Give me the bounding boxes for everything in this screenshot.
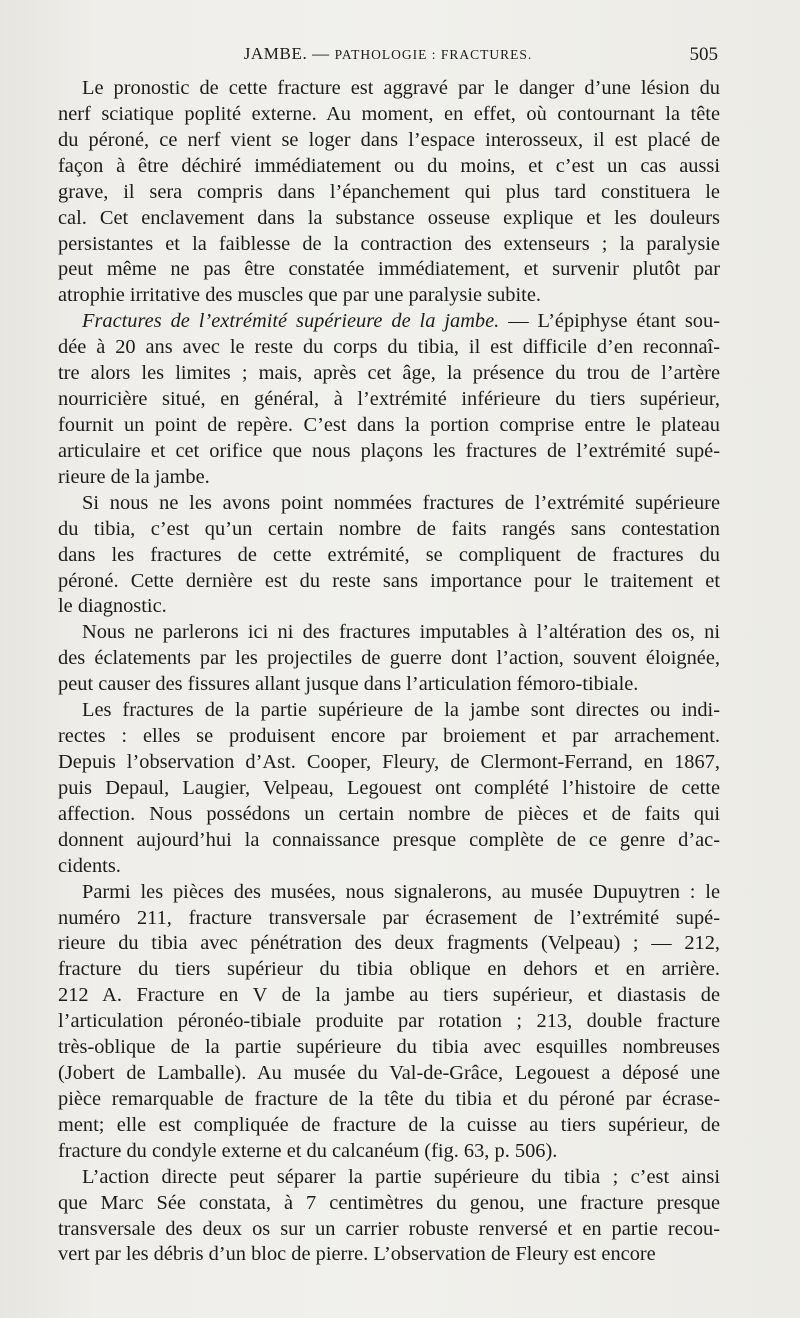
paragraph [58,1165,720,1269]
text-line: Depuis l’observation d’Ast. Cooper, Fleury, de Clermont-Ferrand, en 1867, [58,750,720,773]
text-line: l’articulation péronéo-tibiale produite par rotation ; 213, double fracture [58,1010,720,1033]
text-line: du tibia, c’est qu’un certain nombre de faits rangés sans contestation [58,517,720,540]
text-line: pièce remarquable de fracture de la tête du tibia et du péroné par écrase- [58,1087,720,1110]
text-line: 212 A. Fracture en V de la jambe au tiers supérieur, et diastasis de [58,984,720,1007]
text-line: rieure de la jambe. [58,465,210,488]
running-header [58,44,718,70]
page-number: 505 [689,44,718,65]
text-line: puis Depaul, Laugier, Velpeau, Legouest ont complété l’histoire de cette [58,776,720,799]
text-line: ment; elle est compliquée de fracture de la cuisse au tiers supérieur, de [58,1113,720,1136]
text-line: vert par les débris d’un bloc de pierre. L’observation de Fleury est encore [58,1243,656,1266]
paragraph [58,698,720,879]
body-text [58,76,720,1268]
text-line: fracture du tiers supérieur du tibia oblique en dehors et en arrière. [58,958,720,981]
text-line: le diagnostic. [58,595,167,618]
text-line [58,309,720,335]
paragraph [58,309,720,490]
header-title-main: JAMBE. — [243,44,330,63]
text-line: rectes : elles se produisent encore par broiement et par arrachement. [58,725,720,748]
text-line: que Marc Sée constata, à 7 centimètres du genou, une fracture presque [58,1191,720,1214]
text-line: façon à être déchiré immédiatement ou du moins, et c’est un cas aussi [58,154,720,177]
text-line: des éclatements par les projectiles de guerre dont l’action, souvent éloignée, [58,647,720,670]
text-line: numéro 211, fracture transversale par écrasement de l’extrémité supé- [58,906,720,929]
text-line: atrophie irritative des muscles que par une paralysie subite. [58,284,541,307]
text-line: très-oblique de la partie supérieure du tibia avec esquilles nombreuses [58,1036,720,1059]
text-line: L’action directe peut séparer la partie supérieure du tibia ; c’est ainsi [82,1165,720,1188]
text-line: grave, il sera compris dans l’épanchement qui plus tard constituera le [58,180,720,203]
text-line: peut causer des fissures allant jusque dans l’articulation fémoro-tibiale. [58,673,639,696]
paragraph [58,76,720,309]
text-line: cidents. [58,854,121,877]
text-line: Nous ne parlerons ici ni des fractures imputables à l’altération des os, ni [82,621,720,644]
text-line: peut même ne pas être constatée immédiatement, et survenir plutôt par [58,258,720,281]
text-line: péroné. Cette dernière est du reste sans importance pour le traitement et [58,569,720,592]
text-line: persistantes et la faiblesse de la contraction des extenseurs ; la paralysie [58,232,720,255]
text-line: tre alors les limites ; mais, après cet âge, la présence du trou de l’artère [58,362,720,385]
text-line: du péroné, ce nerf vient se loger dans l’espace interosseux, il est placé de [58,128,720,151]
text-line: transversale des deux os sur un carrier robuste renversé et en partie recou- [58,1217,720,1240]
text-line: cal. Cet enclavement dans la substance osseuse explique et les douleurs [58,206,720,229]
paragraph [58,491,720,621]
text-line: donnent aujourd’hui la connaissance presque complète de ce genre d’ac- [58,828,720,851]
text-line: dée à 20 ans avec le reste du corps du tibia, il est difficile d’en reconnaî- [58,336,720,359]
text-line: nourricière situé, en général, à l’extrémité inférieure du tiers supérieur, [58,388,720,411]
text-line: fracture du condyle externe et du calcanéum (fig. 63, p. 506). [58,1139,558,1162]
paragraph [58,620,720,698]
text-line: rieure du tibia avec pénétration des deux fragments (Velpeau) ; — 212, [58,932,720,955]
header-title [58,44,718,64]
text-line: nerf sciatique poplité externe. Au moment, en effet, où contournant la tête [58,102,720,125]
text-line: Parmi les pièces des musées, nous signalerons, au musée Dupuytren : le [82,880,720,903]
text-line: fournit un point de repère. C’est dans la portion comprise entre le plateau [58,413,720,436]
header-title-sub: PATHOLOGIE : FRACTURES. [334,47,533,62]
text-line: Le pronostic de cette fracture est aggravé par le danger d’une lésion du [82,77,720,99]
text-line: (Jobert de Lamballe). Au musée du Val-de-Grâce, Legouest a déposé une [58,1062,720,1085]
text-line: articulaire et cet orifice que nous plaçons les fractures de l’extrémité supé- [58,439,720,462]
text-line: affection. Nous possédons un certain nombre de pièces et de faits qui [58,802,720,825]
text-line: Si nous ne les avons point nommées fractures de l’extrémité supérieure [82,491,720,514]
text-line: Les fractures de la partie supérieure de la jambe sont directes ou indi- [82,699,720,722]
text-line: dans les fractures de cette extrémité, se compliquent de fractures du [58,543,720,566]
section-heading: Fractures de l’extrémité supérieure de la jambe. [82,310,500,333]
text-line-rest: — L’épiphyse étant sou- [499,310,720,333]
paragraph [58,880,720,1165]
